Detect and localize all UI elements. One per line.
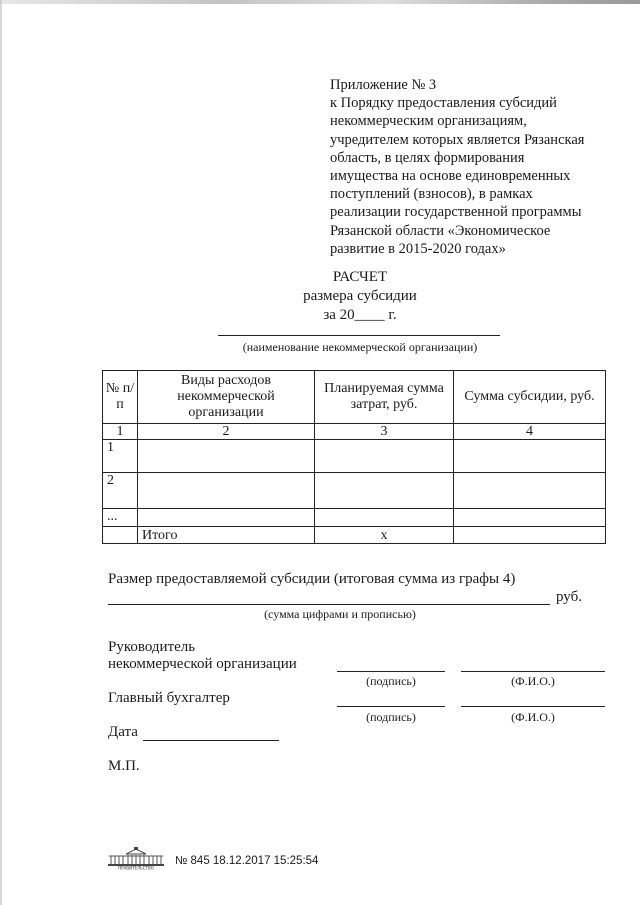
head-name-line	[461, 671, 605, 672]
subsidy-sum-line	[108, 604, 550, 605]
appendix-line: поступлений (взносов), в рамках	[330, 186, 533, 203]
appendix-line: область, в целях формирования	[330, 149, 525, 166]
subsidy-table	[102, 370, 606, 544]
head-name-caption: (Ф.И.О.)	[511, 674, 555, 688]
appendix-block	[330, 76, 600, 258]
stamp-label: М.П.	[108, 758, 140, 774]
page-edge-shadow-left	[0, 0, 2, 905]
table-header-cell: Планируемая сумма затрат, руб.	[315, 371, 454, 424]
table-cell	[454, 440, 606, 473]
table-cell	[103, 527, 138, 544]
table-cell	[454, 473, 606, 509]
table-cell	[315, 440, 454, 473]
title-period: за 20____ г.	[323, 307, 397, 323]
appendix-line: Рязанской области «Экономическое	[330, 222, 551, 239]
table-cell	[454, 527, 606, 544]
table-row	[103, 473, 606, 509]
date-label: Дата	[108, 724, 138, 740]
table-cell	[138, 440, 315, 473]
accountant-name-line	[461, 706, 605, 707]
table-cell	[138, 473, 315, 509]
appendix-line: развитие в 2015-2020 годах»	[330, 240, 506, 257]
table-row	[103, 509, 606, 527]
subsidy-sum-caption: (сумма цифрами и прописью)	[264, 607, 416, 621]
org-name-line	[218, 335, 500, 336]
table-cell	[315, 473, 454, 509]
appendix-line: Приложение № 3	[330, 77, 437, 93]
subsidy-unit: руб.	[556, 589, 582, 605]
table-header-cell: Виды расходов некоммерческой организации	[138, 371, 315, 424]
title-heading: РАСЧЕТ	[332, 269, 388, 285]
column-number-cell: 3	[315, 424, 454, 440]
table-cell	[315, 509, 454, 527]
org-name-caption: (наименование некоммерческой организации)	[242, 340, 478, 354]
table-total-row	[103, 527, 606, 544]
title-subtitle: размера субсидии	[303, 288, 417, 304]
appendix-line: реализации государственной программы	[330, 204, 582, 221]
table-cell: 2	[103, 473, 138, 509]
table-header-cell: Сумма субсидии, руб.	[454, 371, 606, 424]
accountant-label: Главный бухгалтер	[108, 690, 230, 706]
table-cell: 1	[103, 440, 138, 473]
document-title	[250, 268, 470, 325]
column-number-cell: 2	[138, 424, 315, 440]
table-header-row	[103, 371, 606, 424]
head-signature-caption: (подпись)	[366, 674, 416, 688]
accountant-name-caption: (Ф.И.О.)	[511, 710, 555, 724]
table-cell	[454, 509, 606, 527]
table-row	[103, 440, 606, 473]
subsidy-size-text: Размер предоставляемой субсидии (итоговая сумма из графы 4)	[108, 571, 516, 587]
registration-stamp: № 845 18.12.2017 15:25:54	[175, 855, 319, 867]
table-header-cell: № п/п	[103, 371, 138, 424]
column-number-cell: 4	[454, 424, 606, 440]
government-building-icon	[106, 846, 166, 870]
accountant-signature-line	[337, 706, 445, 707]
table-cell	[138, 509, 315, 527]
head-label: Руководитель	[108, 639, 196, 655]
head-org-label: некоммерческой организации	[108, 656, 297, 672]
appendix-line: к Порядку предоставления субсидий	[330, 95, 557, 112]
logo-caption: ПРАВИТЕЛЬСТВО	[118, 865, 154, 870]
government-building-logo	[106, 846, 166, 870]
appendix-line: имущества на основе единовременных	[330, 168, 571, 185]
head-signature-line	[337, 671, 445, 672]
appendix-line: некоммерческим организациям,	[330, 113, 527, 130]
table-column-numbers-row	[103, 424, 606, 440]
table-cell: ...	[103, 509, 138, 527]
column-number-cell: 1	[103, 424, 138, 440]
total-label: Итого	[138, 527, 315, 544]
table-cell: х	[315, 527, 454, 544]
date-line	[143, 740, 279, 741]
page-edge-shadow	[0, 0, 640, 4]
accountant-signature-caption: (подпись)	[366, 710, 416, 724]
appendix-line: учредителем которых является Рязанская	[330, 131, 585, 148]
